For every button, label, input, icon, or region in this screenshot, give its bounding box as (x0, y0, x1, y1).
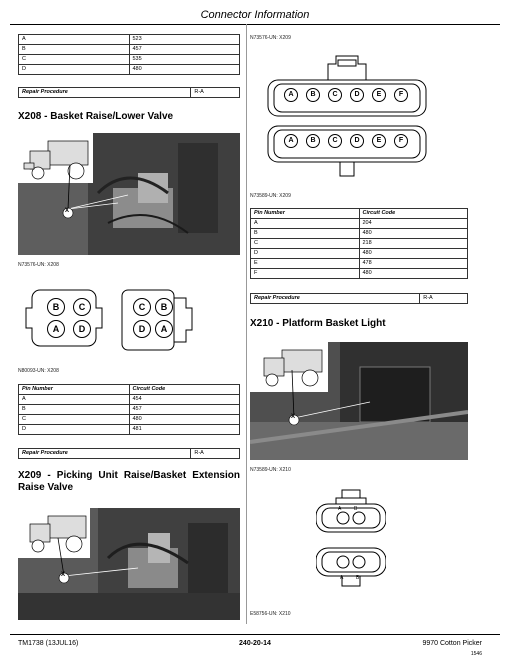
x210-heading: X210 - Platform Basket Light (250, 318, 386, 329)
table-row: A 204 (251, 219, 468, 229)
x208-left-pin-b: B (47, 298, 65, 316)
x209-top-pin-e: E (372, 88, 386, 102)
table-row: B 480 (251, 229, 468, 239)
column-divider (246, 24, 247, 624)
table-row: D 480 (19, 65, 240, 75)
x209-photo (18, 508, 240, 620)
table-row: B 457 (19, 405, 240, 415)
x208-left-pin-a: A (47, 320, 65, 338)
x208-heading: X208 - Basket Raise/Lower Valve (18, 111, 174, 122)
x209-bottom-pin-e: E (372, 134, 386, 148)
table-row: A 523 (19, 35, 240, 45)
x209-bottom-pin-f: F (394, 134, 408, 148)
repair-procedure-link[interactable]: R-A (191, 88, 240, 98)
repair-procedure-top: Repair Procedure R-A (18, 87, 240, 98)
x208-left-pin-d: D (73, 320, 91, 338)
x209-connector-diagram (262, 48, 432, 178)
x208-repair-procedure: Repair Procedure R-A (18, 448, 240, 459)
x208-left-pin-c: C (73, 298, 91, 316)
table-header-row: Pin Number Circuit Code (19, 385, 240, 395)
x209-bottom-pin-c: C (328, 134, 342, 148)
x208-photo-art (18, 133, 240, 255)
x208-callout-x: X (65, 208, 70, 214)
x208-right-pin-b: B (155, 298, 173, 316)
repair-procedure-link[interactable]: R-A (420, 294, 468, 304)
x209-top-caption: N73576-UN: X209 (250, 35, 291, 41)
x208-right-pin-c: C (133, 298, 151, 316)
table-row: A 454 (19, 395, 240, 405)
table-row: B 457 (19, 45, 240, 55)
x209-top-pin-f: F (394, 88, 408, 102)
x210-top-pin-a: A (338, 506, 342, 512)
x209-bottom-pin-a: A (284, 134, 298, 148)
table-row: D 480 (251, 249, 468, 259)
footer-product: 9970 Cotton Picker (422, 640, 482, 647)
repair-procedure-link[interactable]: R-A (191, 449, 240, 459)
top-circuit-table (18, 34, 240, 75)
footer-rule (10, 634, 500, 635)
table-row: F 480 (251, 269, 468, 279)
x209-pin-table (250, 208, 468, 279)
x209-callout-x: X (61, 572, 66, 578)
table-row: E 478 (251, 259, 468, 269)
footer-page-number: 1546 (470, 651, 482, 657)
table-row: C 535 (19, 55, 240, 65)
x208-photo (18, 133, 240, 255)
x208-right-pin-a: A (155, 320, 173, 338)
x209-photo-art (18, 508, 240, 620)
x209-bottom-pin-b: B (306, 134, 320, 148)
page-header-title: Connector Information (200, 9, 310, 21)
x209-connector-caption: N73589-UN: X209 (250, 193, 291, 199)
footer-doc-id: TM1738 (13JUL16) (18, 640, 79, 647)
x210-photo (250, 342, 468, 460)
table-header-row: Pin Number Circuit Code (251, 209, 468, 219)
header-rule (10, 24, 500, 25)
x209-bottom-pin-d: D (350, 134, 364, 148)
x210-photo-art (250, 342, 468, 460)
table-row: C 480 (19, 415, 240, 425)
x210-top-pin-b: B (354, 506, 358, 512)
x209-top-pin-d: D (350, 88, 364, 102)
footer-section-number: 240-20-14 (239, 640, 271, 647)
x209-top-pin-b: B (306, 88, 320, 102)
x208-connector-caption: N80093-UN: X208 (18, 368, 59, 374)
x210-callout-x: X (291, 414, 296, 420)
x209-top-pin-c: C (328, 88, 342, 102)
x210-bottom-pin-a: A (340, 575, 344, 581)
x209-heading: X209 - Picking Unit Raise/Basket Extension Raise Valve (18, 470, 240, 493)
x210-connector-diagram (316, 486, 386, 596)
table-row: D 481 (19, 425, 240, 435)
table-row: C 218 (251, 239, 468, 249)
x210-connector-caption: E58756-UN: X210 (250, 611, 291, 617)
x208-photo-caption: N73576-UN: X208 (18, 262, 59, 268)
x208-pin-table (18, 384, 240, 435)
x209-repair-procedure: Repair Procedure R-A (250, 293, 468, 304)
x208-right-pin-d: D (133, 320, 151, 338)
x209-top-pin-a: A (284, 88, 298, 102)
x210-bottom-pin-b: B (356, 575, 360, 581)
x210-photo-caption: N73589-UN: X210 (250, 467, 291, 473)
